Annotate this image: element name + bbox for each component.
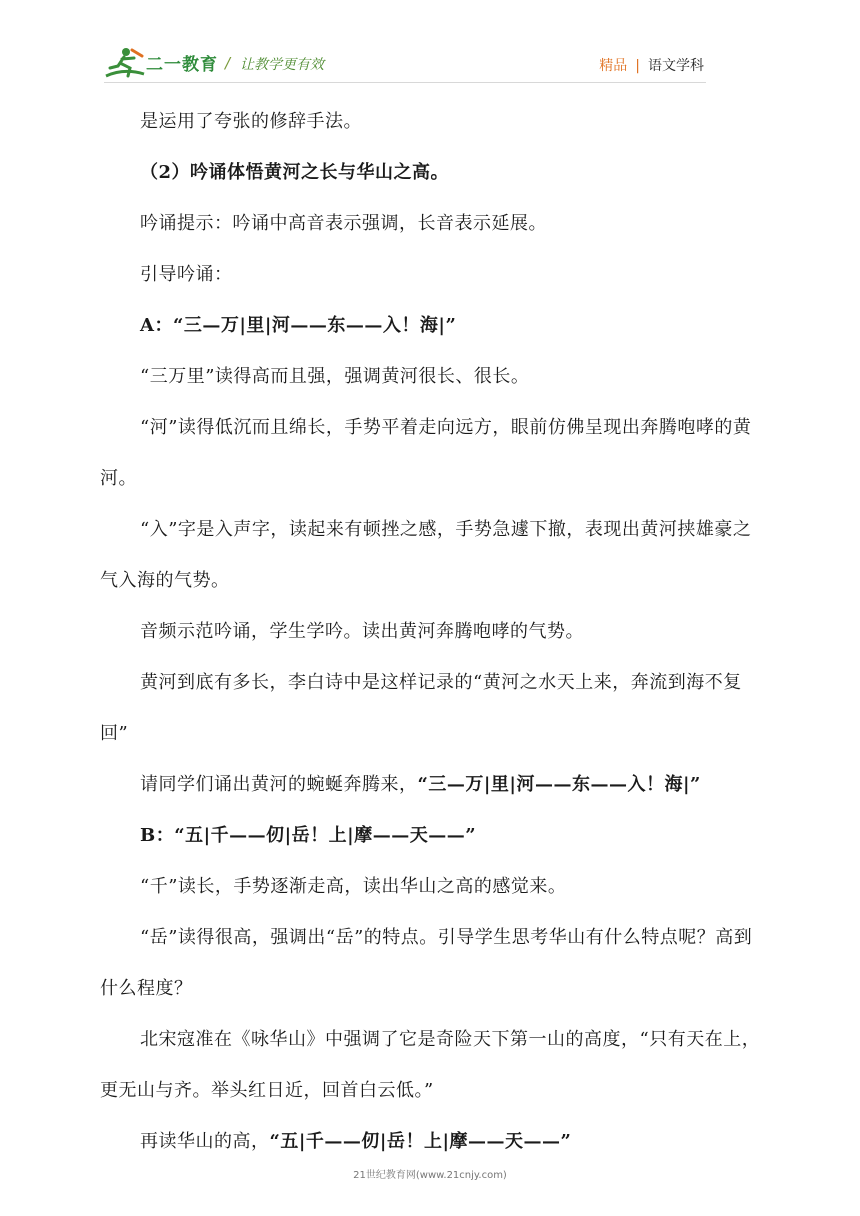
paragraph-mixed [100,759,765,810]
header-separator: / [225,54,231,72]
header-slogan: 让教学更有效 [240,57,324,73]
paragraph: “河”读得低沉而且绵长，手势平着走向远方，眼前仿佛呈现出奔腾咆哮的黄河。 [100,417,752,489]
tag-divider: | [635,58,640,74]
recitation-line-a: A：“三—万|里|河——东——入！海|” [140,315,457,336]
paragraph: “三万里”读得高而且强，强调黄河很长、很长。 [140,366,530,387]
header-tag [599,55,704,75]
tag-subject: 语文学科 [648,58,704,74]
header-divider [104,82,706,83]
paragraph: “千”读长，手势逐渐走高，读出华山之高的感觉来。 [140,876,567,897]
section-heading: （2）吟诵体悟黄河之长与华山之高。 [140,162,450,183]
paragraph-text: 请同学们诵出黄河的蜿蜒奔腾来， [140,774,418,795]
paragraph: 引导吟诵： [140,264,233,285]
paragraph: 音频示范吟诵，学生学吟。读出黄河奔腾咆哮的气势。 [140,621,584,642]
recitation-line-b: B：“五|千——仞|岳！上|摩——天——” [140,825,477,846]
document-body [100,96,765,1167]
paragraph: 北宋寇准在《咏华山》中强调了它是奇险天下第一山的高度，“只有天在上，更无山与齐。举头红日近，回首白云低。” [100,1029,761,1101]
paragraph: 是运用了夸张的修辞手法。 [140,111,362,132]
tag-quality: 精品 [599,58,628,74]
paragraph: 黄河到底有多长，李白诗中是这样记录的“黄河之水天上来，奔流到海不复回” [100,672,742,744]
paragraph-mixed [100,1116,765,1167]
page-footer: 21世纪教育网(www.21cnjy.com) [353,1170,507,1181]
paragraph: 吟诵提示：吟诵中高音表示强调，长音表示延展。 [140,213,547,234]
logo-text: 二一教育 [146,55,218,75]
paragraph-text: 再读华山的高， [140,1131,270,1152]
recitation-inline: “五|千——仞|岳！上|摩——天——” [269,1131,572,1152]
recitation-inline: “三—万|里|河——东——入！海|” [417,774,701,795]
paragraph: “入”字是入声字，读起来有顿挫之感，手势急遽下撤，表现出黄河挟雄豪之气入海的气势。 [100,519,752,591]
page-header [0,0,860,90]
paragraph: “岳”读得很高，强调出“岳”的特点。引导学生思考华山有什么特点呢？高到什么程度？ [100,927,753,999]
